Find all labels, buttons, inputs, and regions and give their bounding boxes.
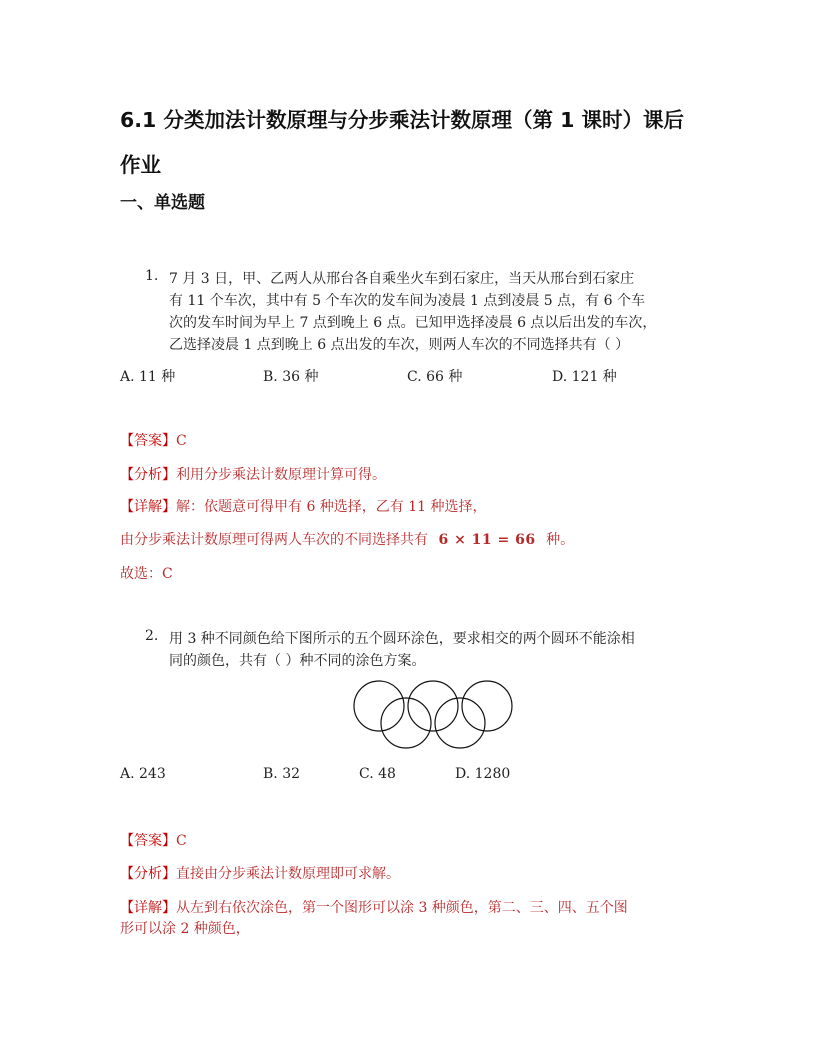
detail-tag: 【详解】 bbox=[120, 499, 176, 515]
option-d: D. 121 种 bbox=[552, 369, 617, 385]
question-text-line: 有 11 个车次，其中有 5 个车次的发车间为凌晨 1 点到凌晨 5 点，有 6 个车 bbox=[169, 293, 645, 309]
question-text-line: 同的颜色，共有（ ）种不同的涂色方案。 bbox=[169, 653, 426, 669]
answer-tag: 【答案】 bbox=[120, 833, 176, 849]
answer-value: C bbox=[176, 833, 187, 849]
detail-line bbox=[120, 496, 487, 516]
analysis-text: 直接由分步乘法计数原理即可求解。 bbox=[176, 866, 400, 882]
option-c: C. 66 种 bbox=[407, 369, 463, 385]
detail-line-2: 形可以涂 2 种颜色， bbox=[120, 921, 250, 937]
conclusion-line: 故选：C bbox=[120, 566, 173, 582]
analysis-line bbox=[120, 464, 386, 484]
page-title: 6.1 分类加法计数原理与分步乘法计数原理（第 1 课时）课后 bbox=[120, 108, 684, 132]
option-b: B. 32 bbox=[263, 766, 301, 782]
question-text-line: 次的发车时间为早上 7 点到晚上 6 点。已知甲选择凌晨 6 点以后出发的车次， bbox=[169, 315, 657, 331]
option-a: A. 243 bbox=[120, 766, 166, 782]
analysis-tag: 【分析】 bbox=[120, 866, 176, 882]
answer-line bbox=[120, 830, 187, 850]
analysis-line bbox=[120, 863, 400, 883]
answer-tag: 【答案】 bbox=[120, 433, 176, 449]
question-text-line: 用 3 种不同颜色给下图所示的五个圆环涂色，要求相交的两个圆环不能涂相 bbox=[169, 631, 635, 647]
analysis-tag: 【分析】 bbox=[120, 467, 176, 483]
formula: 6 × 11 = 66 bbox=[438, 532, 536, 548]
option-d: D. 1280 bbox=[455, 766, 511, 782]
answer-value: C bbox=[176, 433, 187, 449]
five-rings-figure bbox=[352, 678, 514, 752]
question-text-line: 乙选择凌晨 1 点到晚上 6 点出发的车次，则两人车次的不同选择共有（ ） bbox=[169, 337, 630, 353]
detail-text: 由分步乘法计数原理可得两人车次的不同选择共有 bbox=[120, 532, 428, 548]
option-a: A. 11 种 bbox=[120, 369, 176, 385]
page-title-continued: 作业 bbox=[120, 153, 161, 177]
option-b: B. 36 种 bbox=[263, 369, 319, 385]
ring-4 bbox=[381, 698, 431, 748]
detail-line-2 bbox=[120, 529, 574, 549]
question-number: 1. bbox=[145, 268, 159, 284]
question-number: 2. bbox=[145, 628, 159, 644]
analysis-text: 利用分步乘法计数原理计算可得。 bbox=[176, 467, 386, 483]
detail-text: 解：依题意可得甲有 6 种选择，乙有 11 种选择， bbox=[176, 499, 487, 515]
answer-line bbox=[120, 430, 187, 450]
detail-line bbox=[120, 897, 628, 917]
detail-text: 从左到右依次涂色，第一个图形可以涂 3 种颜色，第二、三、四、五个图 bbox=[176, 900, 628, 916]
ring-2 bbox=[408, 681, 458, 731]
ring-3 bbox=[462, 681, 512, 731]
detail-tag: 【详解】 bbox=[120, 900, 176, 916]
option-c: C. 48 bbox=[359, 766, 396, 782]
question-text-line: 7 月 3 日，甲、乙两人从邢台各自乘坐火车到石家庄，当天从邢台到石家庄 bbox=[169, 271, 635, 287]
ring-1 bbox=[354, 681, 404, 731]
detail-text-end: 种。 bbox=[546, 532, 575, 548]
ring-5 bbox=[435, 698, 485, 748]
section-heading: 一、单选题 bbox=[120, 193, 205, 213]
